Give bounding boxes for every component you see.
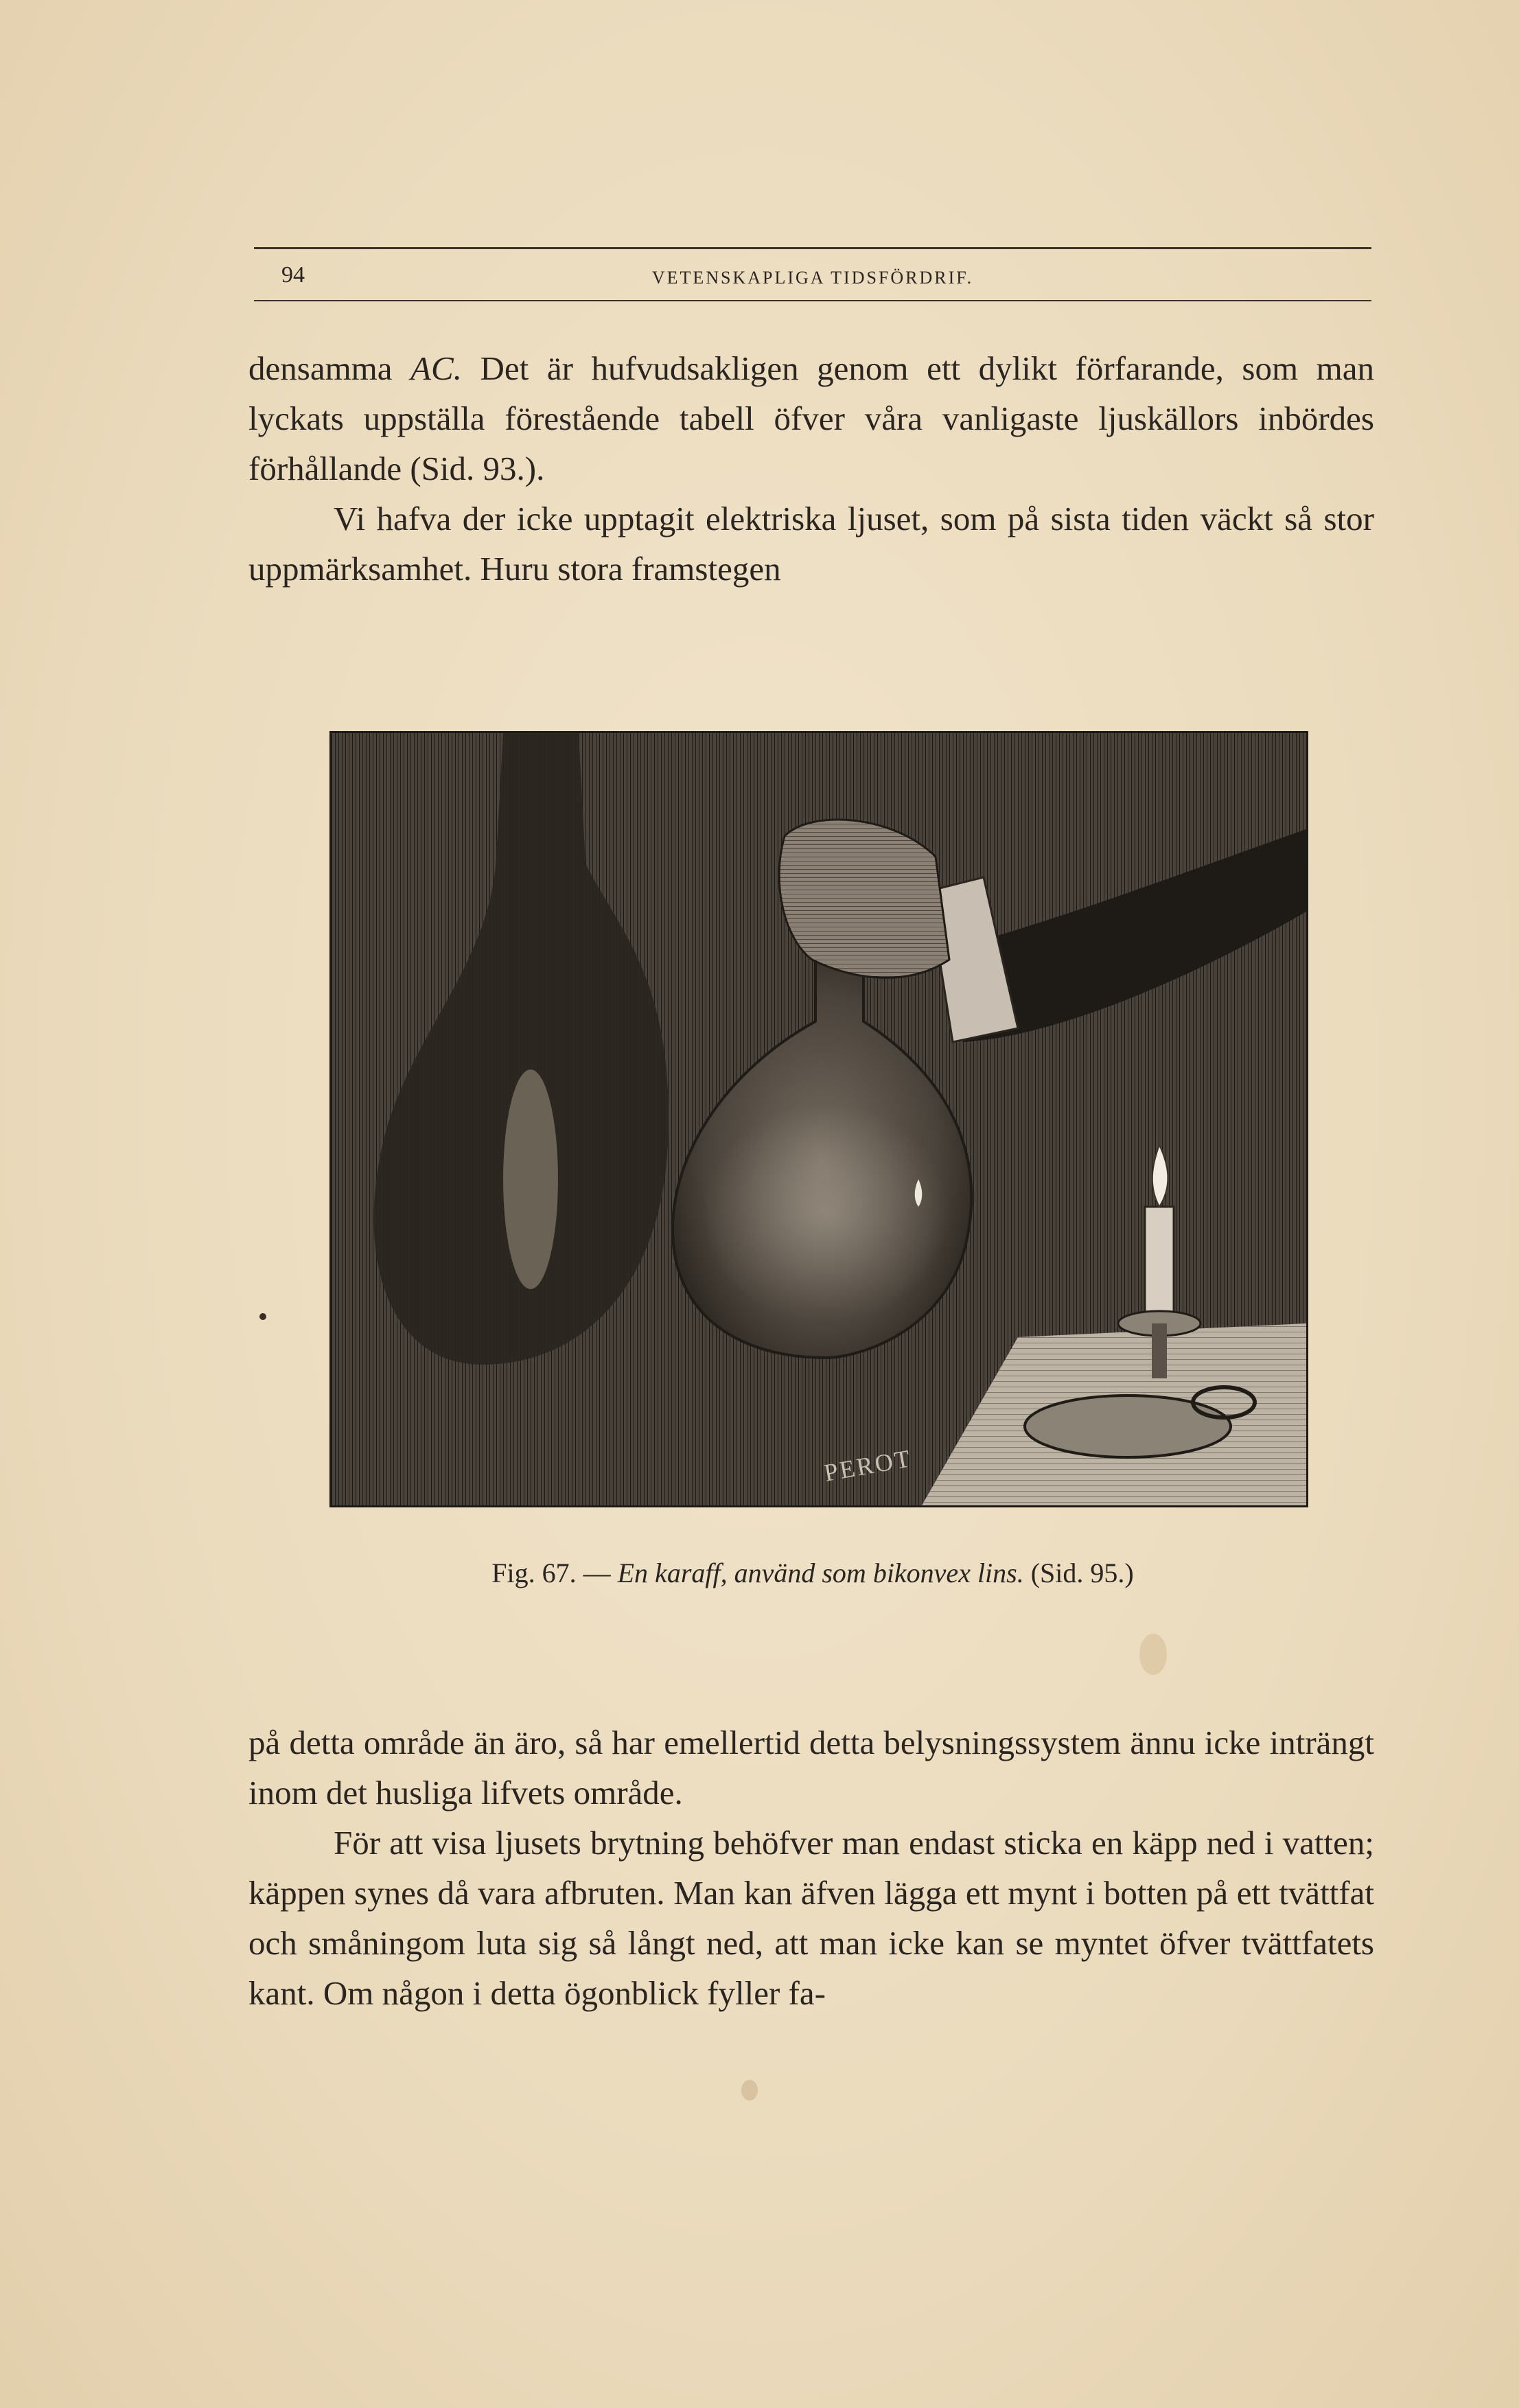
engraving-illustration xyxy=(332,733,1306,1505)
figure-reference: (Sid. 95.) xyxy=(1030,1558,1134,1588)
page-number: 94 xyxy=(281,262,305,288)
text-segment: på detta område än äro, så har emellertid detta belysningssystem ännu icke inträngt inom det husliga lifvets område. xyxy=(248,1724,1374,1811)
paragraph-bottom-2 xyxy=(248,1818,1374,2018)
text-segment: Vi hafva der icke upptagit elektriska ljuset, som på sista tiden väckt så stor uppmärksamhet. Huru stora framstegen xyxy=(248,500,1374,588)
figure-caption xyxy=(254,1557,1371,1589)
paragraph-top-1 xyxy=(248,343,1374,494)
carafe-glow xyxy=(702,1104,949,1323)
text-segment: Det är hufvudsakligen genom ett dylikt förfarande, som man lyckats uppställa förestående tabell öfver våra vanligaste ljuskällors inbördes förhållande (Sid. 93.). xyxy=(248,349,1374,487)
candle xyxy=(1145,1207,1174,1323)
figure-title: En karaff, använd som bikonvex lins. xyxy=(617,1558,1024,1588)
text-italic-segment: AC. xyxy=(410,349,462,387)
paragraph-top-2 xyxy=(248,494,1374,594)
ink-dot xyxy=(259,1313,266,1320)
candle-holder-stem xyxy=(1152,1323,1167,1378)
running-head: VETENSKAPLIGA TIDSFÖRDRIF. xyxy=(651,268,974,288)
engraving-figure xyxy=(329,731,1308,1507)
header-rule-top xyxy=(254,247,1371,249)
text-segment: densamma xyxy=(248,349,411,387)
paragraph-bottom-1 xyxy=(248,1717,1374,1818)
candle-holder-dish xyxy=(1025,1396,1231,1457)
header-rule-bottom xyxy=(254,300,1371,301)
shadow-highlight xyxy=(503,1069,558,1289)
text-segment: För att visa ljusets brytning behöfver man endast sticka en käpp ned i vatten; käppen synes då vara afbruten. Man kan äfven lägga ett mynt i botten på ett tvättfat och småningom luta sig så långt ned, att man icke kan se myntet öfver tvättfatets kant. Om någon i detta ögonblick fyller fa- xyxy=(248,1824,1374,2012)
engraver-signature: PEROT xyxy=(822,1444,914,1487)
figure-label: Fig. 67. — xyxy=(491,1558,611,1588)
page-header xyxy=(254,262,1371,297)
